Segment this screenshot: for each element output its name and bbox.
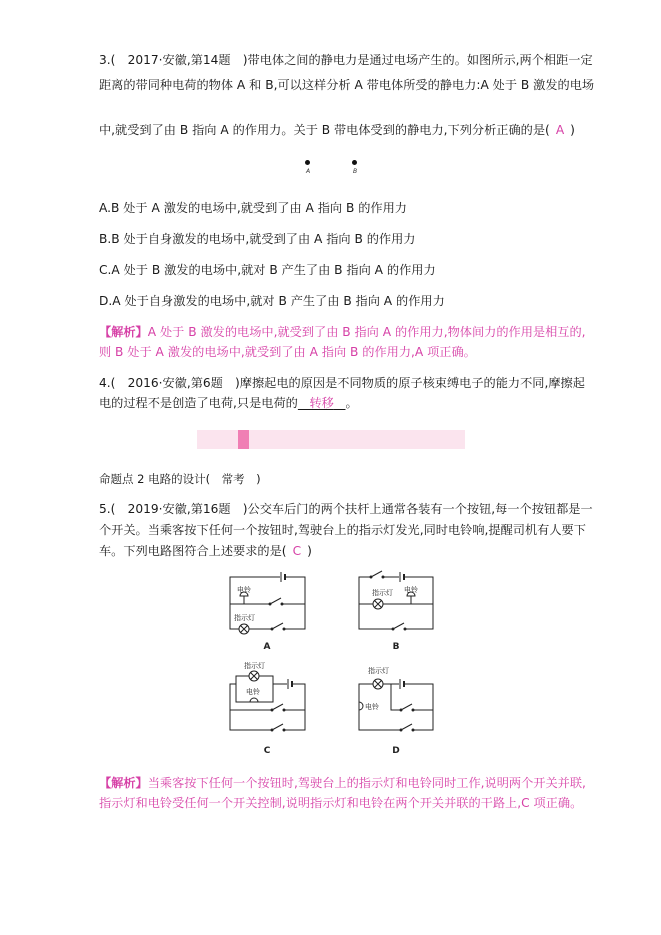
q3-option-d: D.A 处于自身激发的电场中,就对 B 产生了由 B 指向 A 的作用力 (99, 294, 445, 308)
lamp-icon-a (239, 624, 249, 634)
q3-stem-line-1: 3.( 2017·安徽,第14题 )带电体之间的静电力是通过电场产生的。如图所示,两个相距一定 (99, 53, 593, 67)
q3-answer: A (555, 123, 565, 137)
q3-analysis-tag: 【解析】 (99, 325, 148, 339)
circuit-a (230, 572, 305, 634)
section-heading: 命题点 2 电路的设计( 常考 ) (99, 472, 261, 486)
circuit-a-lamp-label: 指示灯 (234, 614, 255, 622)
q5-stem-line-1: 5.( 2019·安徽,第16题 )公交车后门的两个扶杆上通常各装有一个按钮,每一个按钮都是一 (99, 502, 593, 516)
q4-period: 。 (345, 396, 358, 410)
lamp-icon-b (373, 599, 383, 609)
q3-stem-text: 中,就受到了由 B 指向 A 的作用力。关于 B 带电体受到的静电力,下列分析正确的是( (99, 123, 550, 137)
circuit-c-bell-label: 电铃 (246, 688, 260, 696)
q5-analysis-line-2: 指示灯和电铃受任何一个开关控制,说明指示灯和电铃在两个开关并联的干路上,C 项正确。 (99, 796, 583, 810)
circuit-d-lamp-label: 指示灯 (368, 667, 389, 675)
q5-analysis-tag: 【解析】 (99, 776, 148, 790)
circuit-c-lamp-label: 指示灯 (244, 662, 265, 670)
bell-icon-c (250, 698, 258, 702)
circuit-d-label: D (392, 746, 400, 756)
q3-analysis-text-1: A 处于 B 激发的电场中,就受到了由 B 指向 A 的作用力,物体间力的作用是相互的, (147, 325, 586, 339)
q5-stem-line-2: 个开关。当乘客按下任何一个按钮时,驾驶台上的指示灯发光,同时电铃响,提醒司机有人要下 (99, 523, 586, 537)
q5-analysis-line-1 (99, 775, 586, 791)
charge-a-label: A (306, 168, 311, 175)
q3-close-paren: ) (570, 123, 575, 137)
q4-stem-text: 电的过程不是创造了电荷,只是电荷的 (99, 396, 298, 410)
lamp-icon-c (249, 671, 259, 681)
circuit-d-bell-label: 电铃 (365, 703, 379, 711)
q3-option-b: B.B 处于自身激发的电场中,就受到了由 A 指向 B 的作用力 (99, 232, 416, 246)
circuit-c-label: C (263, 746, 271, 756)
q5-answer: C (292, 544, 302, 558)
circuit-a-label: A (263, 642, 271, 652)
q5-analysis-text-1: 当乘客按下任何一个按钮时,驾驶台上的指示灯和电铃同时工作,说明两个开关并联, (147, 776, 586, 790)
q5-stem-text: 车。下列电路图符合上述要求的是( (99, 544, 287, 558)
q3-option-a: A.B 处于 A 激发的电场中,就受到了由 A 指向 B 的作用力 (99, 201, 407, 215)
q3-option-c: C.A 处于 B 激发的电场中,就对 B 产生了由 B 指向 A 的作用力 (99, 263, 436, 277)
q4-blank-text: 转移 (309, 396, 334, 410)
q3-analysis-line-2: 则 B 处于 A 激发的电场中,就受到了由 A 指向 B 的作用力,A 项正确。 (99, 345, 476, 359)
q4-stem-line-1: 4.( 2016·安徽,第6题 )摩擦起电的原因是不同物质的原子核束缚电子的能力不同,摩擦起 (99, 376, 585, 390)
circuit-c (230, 671, 305, 731)
lamp-icon-d (373, 679, 383, 689)
circuit-b-lamp-label: 指示灯 (372, 589, 393, 597)
circuit-a-bell-label: 电铃 (237, 586, 251, 594)
bell-icon-d (359, 702, 363, 710)
q3-stem-line-2: 距离的带同种电荷的物体 A 和 B,可以这样分析 A 带电体所受的静电力:A 处于 B 激发的电场 (99, 78, 595, 92)
circuit-b-bell-label: 电铃 (404, 586, 418, 594)
q5-close-paren: ) (307, 544, 312, 558)
circuit-b (359, 571, 433, 630)
charge-b-label: B (353, 168, 358, 175)
circuit-b-label: B (392, 642, 400, 652)
